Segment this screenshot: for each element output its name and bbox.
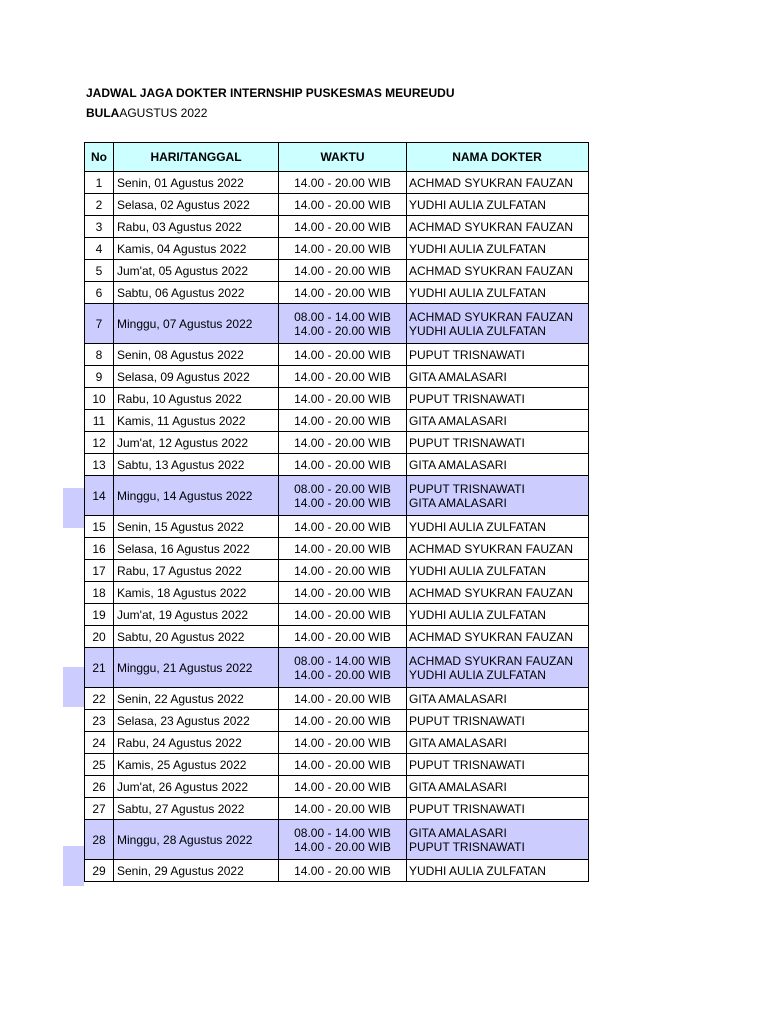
doctor-name: GITA AMALASARI bbox=[409, 457, 507, 472]
time-slot: 14.00 - 20.00 WIB bbox=[294, 175, 391, 190]
row-day-date: Selasa, 09 Agustus 2022 bbox=[114, 366, 279, 388]
row-time bbox=[279, 366, 407, 388]
row-day-date: Selasa, 23 Agustus 2022 bbox=[114, 710, 279, 732]
row-time bbox=[279, 648, 407, 688]
row-doctor-name bbox=[407, 626, 589, 648]
row-doctor-name bbox=[407, 304, 589, 344]
table-row bbox=[85, 732, 589, 754]
row-no: 2 bbox=[85, 194, 114, 216]
table-row bbox=[85, 344, 589, 366]
subtitle-month: AGUSTUS 2022 bbox=[119, 106, 208, 120]
doctor-name: PUPUT TRISNAWATI bbox=[409, 801, 525, 816]
doctor-name: PUPUT TRISNAWATI bbox=[409, 757, 525, 772]
row-no: 26 bbox=[85, 776, 114, 798]
time-slot: 14.00 - 20.00 WIB bbox=[294, 495, 391, 510]
doctor-name: ACHMAD SYUKRAN FAUZAN bbox=[409, 629, 574, 644]
doctor-name: PUPUT TRISNAWATI bbox=[409, 481, 525, 496]
doctor-name: PUPUT TRISNAWATI bbox=[409, 839, 525, 854]
row-time bbox=[279, 710, 407, 732]
doctor-name: YUDHI AULIA ZULFATAN bbox=[409, 607, 546, 622]
row-doctor-name bbox=[407, 216, 589, 238]
table-row bbox=[85, 216, 589, 238]
table-row bbox=[85, 820, 589, 860]
table-row bbox=[85, 688, 589, 710]
row-day-date: Kamis, 25 Agustus 2022 bbox=[114, 754, 279, 776]
row-doctor-name bbox=[407, 432, 589, 454]
time-slot: 14.00 - 20.00 WIB bbox=[294, 667, 391, 682]
time-slot: 14.00 - 20.00 WIB bbox=[294, 839, 391, 854]
row-doctor-name bbox=[407, 410, 589, 432]
row-no: 7 bbox=[85, 304, 114, 344]
table-row bbox=[85, 366, 589, 388]
doctor-name: YUDHI AULIA ZULFATAN bbox=[409, 563, 546, 578]
row-time bbox=[279, 410, 407, 432]
row-time bbox=[279, 238, 407, 260]
row-doctor-name bbox=[407, 516, 589, 538]
row-doctor-name bbox=[407, 366, 589, 388]
subtitle-prefix: BULA bbox=[86, 106, 120, 120]
time-slot: 14.00 - 20.00 WIB bbox=[294, 863, 391, 878]
doctor-name: YUDHI AULIA ZULFATAN bbox=[409, 519, 546, 534]
row-day-date: Minggu, 07 Agustus 2022 bbox=[114, 304, 279, 344]
row-no: 6 bbox=[85, 282, 114, 304]
row-doctor-name bbox=[407, 388, 589, 410]
time-slot: 14.00 - 20.00 WIB bbox=[294, 369, 391, 384]
row-day-date: Sabtu, 20 Agustus 2022 bbox=[114, 626, 279, 648]
row-time bbox=[279, 260, 407, 282]
table-row bbox=[85, 260, 589, 282]
doctor-name: YUDHI AULIA ZULFATAN bbox=[409, 323, 546, 338]
doctor-name: GITA AMALASARI bbox=[409, 735, 507, 750]
row-no: 14 bbox=[85, 476, 114, 516]
table-row bbox=[85, 388, 589, 410]
doctor-name: GITA AMALASARI bbox=[409, 691, 507, 706]
header-time: WAKTU bbox=[279, 143, 407, 172]
time-slot: 14.00 - 20.00 WIB bbox=[294, 519, 391, 534]
row-doctor-name bbox=[407, 710, 589, 732]
table-row bbox=[85, 710, 589, 732]
row-no: 10 bbox=[85, 388, 114, 410]
row-no: 15 bbox=[85, 516, 114, 538]
row-no: 23 bbox=[85, 710, 114, 732]
time-slot: 14.00 - 20.00 WIB bbox=[294, 713, 391, 728]
row-day-date: Jum'at, 19 Agustus 2022 bbox=[114, 604, 279, 626]
row-day-date: Sabtu, 27 Agustus 2022 bbox=[114, 798, 279, 820]
row-no: 17 bbox=[85, 560, 114, 582]
doctor-name: YUDHI AULIA ZULFATAN bbox=[409, 285, 546, 300]
row-doctor-name bbox=[407, 776, 589, 798]
doctor-name: ACHMAD SYUKRAN FAUZAN bbox=[409, 263, 574, 278]
row-time bbox=[279, 754, 407, 776]
row-no: 3 bbox=[85, 216, 114, 238]
table-row bbox=[85, 282, 589, 304]
time-slot: 14.00 - 20.00 WIB bbox=[294, 541, 391, 556]
row-doctor-name bbox=[407, 604, 589, 626]
row-time bbox=[279, 860, 407, 882]
time-slot: 14.00 - 20.00 WIB bbox=[294, 413, 391, 428]
doctor-name: YUDHI AULIA ZULFATAN bbox=[409, 241, 546, 256]
doctor-name: PUPUT TRISNAWATI bbox=[409, 347, 525, 362]
doctor-name: PUPUT TRISNAWATI bbox=[409, 391, 525, 406]
table-row bbox=[85, 194, 589, 216]
row-day-date: Rabu, 10 Agustus 2022 bbox=[114, 388, 279, 410]
time-slot: 08.00 - 14.00 WIB bbox=[294, 825, 391, 840]
doctor-name: GITA AMALASARI bbox=[409, 825, 507, 840]
row-no: 20 bbox=[85, 626, 114, 648]
time-slot: 14.00 - 20.00 WIB bbox=[294, 457, 391, 472]
row-time bbox=[279, 516, 407, 538]
row-day-date: Sabtu, 13 Agustus 2022 bbox=[114, 454, 279, 476]
row-no: 18 bbox=[85, 582, 114, 604]
row-time bbox=[279, 344, 407, 366]
row-day-date: Selasa, 02 Agustus 2022 bbox=[114, 194, 279, 216]
row-time bbox=[279, 194, 407, 216]
row-no: 13 bbox=[85, 454, 114, 476]
doctor-name: ACHMAD SYUKRAN FAUZAN bbox=[409, 309, 574, 324]
table-row bbox=[85, 860, 589, 882]
row-doctor-name bbox=[407, 476, 589, 516]
row-day-date: Kamis, 11 Agustus 2022 bbox=[114, 410, 279, 432]
row-no: 27 bbox=[85, 798, 114, 820]
document-subtitle bbox=[86, 106, 207, 120]
time-slot: 14.00 - 20.00 WIB bbox=[294, 691, 391, 706]
row-time bbox=[279, 304, 407, 344]
row-no: 9 bbox=[85, 366, 114, 388]
row-day-date: Jum'at, 26 Agustus 2022 bbox=[114, 776, 279, 798]
doctor-name: ACHMAD SYUKRAN FAUZAN bbox=[409, 219, 574, 234]
row-day-date: Senin, 01 Agustus 2022 bbox=[114, 172, 279, 194]
row-day-date: Sabtu, 06 Agustus 2022 bbox=[114, 282, 279, 304]
row-no: 19 bbox=[85, 604, 114, 626]
time-slot: 14.00 - 20.00 WIB bbox=[294, 391, 391, 406]
schedule-table bbox=[84, 142, 589, 882]
row-no: 5 bbox=[85, 260, 114, 282]
row-no: 24 bbox=[85, 732, 114, 754]
table-row bbox=[85, 538, 589, 560]
row-time bbox=[279, 604, 407, 626]
table-row bbox=[85, 238, 589, 260]
time-slot: 14.00 - 20.00 WIB bbox=[294, 585, 391, 600]
row-doctor-name bbox=[407, 860, 589, 882]
time-slot: 14.00 - 20.00 WIB bbox=[294, 241, 391, 256]
table-row bbox=[85, 172, 589, 194]
row-day-date: Rabu, 03 Agustus 2022 bbox=[114, 216, 279, 238]
row-no: 28 bbox=[85, 820, 114, 860]
row-no: 8 bbox=[85, 344, 114, 366]
row-no: 11 bbox=[85, 410, 114, 432]
time-slot: 14.00 - 20.00 WIB bbox=[294, 779, 391, 794]
row-day-date: Kamis, 18 Agustus 2022 bbox=[114, 582, 279, 604]
table-row bbox=[85, 560, 589, 582]
row-time bbox=[279, 432, 407, 454]
time-slot: 14.00 - 20.00 WIB bbox=[294, 197, 391, 212]
row-time bbox=[279, 688, 407, 710]
header-no: No bbox=[85, 143, 114, 172]
time-slot: 14.00 - 20.00 WIB bbox=[294, 801, 391, 816]
row-no: 22 bbox=[85, 688, 114, 710]
row-time bbox=[279, 732, 407, 754]
row-doctor-name bbox=[407, 538, 589, 560]
time-slot: 14.00 - 20.00 WIB bbox=[294, 263, 391, 278]
row-time bbox=[279, 776, 407, 798]
row-doctor-name bbox=[407, 732, 589, 754]
table-row bbox=[85, 798, 589, 820]
table-row bbox=[85, 516, 589, 538]
row-doctor-name bbox=[407, 344, 589, 366]
doctor-name: PUPUT TRISNAWATI bbox=[409, 713, 525, 728]
row-doctor-name bbox=[407, 648, 589, 688]
row-day-date: Senin, 08 Agustus 2022 bbox=[114, 344, 279, 366]
table-row bbox=[85, 776, 589, 798]
row-day-date: Senin, 15 Agustus 2022 bbox=[114, 516, 279, 538]
row-doctor-name bbox=[407, 194, 589, 216]
doctor-name: ACHMAD SYUKRAN FAUZAN bbox=[409, 541, 574, 556]
row-no: 16 bbox=[85, 538, 114, 560]
row-time bbox=[279, 476, 407, 516]
doctor-name: ACHMAD SYUKRAN FAUZAN bbox=[409, 175, 574, 190]
doctor-name: GITA AMALASARI bbox=[409, 413, 507, 428]
time-slot: 14.00 - 20.00 WIB bbox=[294, 563, 391, 578]
row-doctor-name bbox=[407, 688, 589, 710]
table-row bbox=[85, 304, 589, 344]
row-day-date: Minggu, 21 Agustus 2022 bbox=[114, 648, 279, 688]
row-day-date: Senin, 22 Agustus 2022 bbox=[114, 688, 279, 710]
doctor-name: ACHMAD SYUKRAN FAUZAN bbox=[409, 585, 574, 600]
row-doctor-name bbox=[407, 798, 589, 820]
row-time bbox=[279, 216, 407, 238]
sunday-side-mark bbox=[63, 846, 84, 886]
header-doctor-name: NAMA DOKTER bbox=[407, 143, 589, 172]
document-title: JADWAL JAGA DOKTER INTERNSHIP PUSKESMAS MEUREUDU bbox=[86, 86, 455, 100]
row-time bbox=[279, 626, 407, 648]
row-day-date: Minggu, 28 Agustus 2022 bbox=[114, 820, 279, 860]
row-no: 25 bbox=[85, 754, 114, 776]
row-time bbox=[279, 282, 407, 304]
table-header-row bbox=[85, 143, 589, 172]
row-doctor-name bbox=[407, 282, 589, 304]
row-time bbox=[279, 582, 407, 604]
time-slot: 14.00 - 20.00 WIB bbox=[294, 435, 391, 450]
row-doctor-name bbox=[407, 238, 589, 260]
row-no: 12 bbox=[85, 432, 114, 454]
table-row bbox=[85, 604, 589, 626]
time-slot: 14.00 - 20.00 WIB bbox=[294, 219, 391, 234]
row-day-date: Senin, 29 Agustus 2022 bbox=[114, 860, 279, 882]
sunday-side-mark bbox=[63, 667, 84, 707]
time-slot: 08.00 - 14.00 WIB bbox=[294, 309, 391, 324]
row-day-date: Jum'at, 12 Agustus 2022 bbox=[114, 432, 279, 454]
row-doctor-name bbox=[407, 582, 589, 604]
row-time bbox=[279, 172, 407, 194]
row-time bbox=[279, 820, 407, 860]
doctor-name: ACHMAD SYUKRAN FAUZAN bbox=[409, 653, 574, 668]
sunday-side-mark bbox=[63, 488, 84, 528]
row-time bbox=[279, 798, 407, 820]
table-row bbox=[85, 626, 589, 648]
time-slot: 14.00 - 20.00 WIB bbox=[294, 607, 391, 622]
row-day-date: Rabu, 17 Agustus 2022 bbox=[114, 560, 279, 582]
row-doctor-name bbox=[407, 260, 589, 282]
row-doctor-name bbox=[407, 820, 589, 860]
row-no: 1 bbox=[85, 172, 114, 194]
table-row bbox=[85, 476, 589, 516]
doctor-name: GITA AMALASARI bbox=[409, 495, 507, 510]
row-doctor-name bbox=[407, 454, 589, 476]
schedule-rows bbox=[85, 172, 589, 882]
row-time bbox=[279, 560, 407, 582]
time-slot: 14.00 - 20.00 WIB bbox=[294, 629, 391, 644]
table-row bbox=[85, 410, 589, 432]
time-slot: 14.00 - 20.00 WIB bbox=[294, 735, 391, 750]
doctor-name: GITA AMALASARI bbox=[409, 779, 507, 794]
time-slot: 14.00 - 20.00 WIB bbox=[294, 347, 391, 362]
table-row bbox=[85, 432, 589, 454]
time-slot: 08.00 - 14.00 WIB bbox=[294, 653, 391, 668]
row-time bbox=[279, 454, 407, 476]
row-time bbox=[279, 538, 407, 560]
doctor-name: PUPUT TRISNAWATI bbox=[409, 435, 525, 450]
row-no: 29 bbox=[85, 860, 114, 882]
table-row bbox=[85, 754, 589, 776]
doctor-name: YUDHI AULIA ZULFATAN bbox=[409, 197, 546, 212]
row-no: 4 bbox=[85, 238, 114, 260]
row-day-date: Kamis, 04 Agustus 2022 bbox=[114, 238, 279, 260]
row-day-date: Minggu, 14 Agustus 2022 bbox=[114, 476, 279, 516]
row-day-date: Jum'at, 05 Agustus 2022 bbox=[114, 260, 279, 282]
doctor-name: GITA AMALASARI bbox=[409, 369, 507, 384]
table-row bbox=[85, 648, 589, 688]
time-slot: 14.00 - 20.00 WIB bbox=[294, 757, 391, 772]
time-slot: 14.00 - 20.00 WIB bbox=[294, 323, 391, 338]
table-row bbox=[85, 582, 589, 604]
time-slot: 08.00 - 20.00 WIB bbox=[294, 481, 391, 496]
table-row bbox=[85, 454, 589, 476]
row-doctor-name bbox=[407, 754, 589, 776]
row-no: 21 bbox=[85, 648, 114, 688]
row-doctor-name bbox=[407, 560, 589, 582]
doctor-name: YUDHI AULIA ZULFATAN bbox=[409, 667, 546, 682]
time-slot: 14.00 - 20.00 WIB bbox=[294, 285, 391, 300]
header-day-date: HARI/TANGGAL bbox=[114, 143, 279, 172]
row-time bbox=[279, 388, 407, 410]
row-day-date: Selasa, 16 Agustus 2022 bbox=[114, 538, 279, 560]
row-day-date: Rabu, 24 Agustus 2022 bbox=[114, 732, 279, 754]
doctor-name: YUDHI AULIA ZULFATAN bbox=[409, 863, 546, 878]
row-doctor-name bbox=[407, 172, 589, 194]
